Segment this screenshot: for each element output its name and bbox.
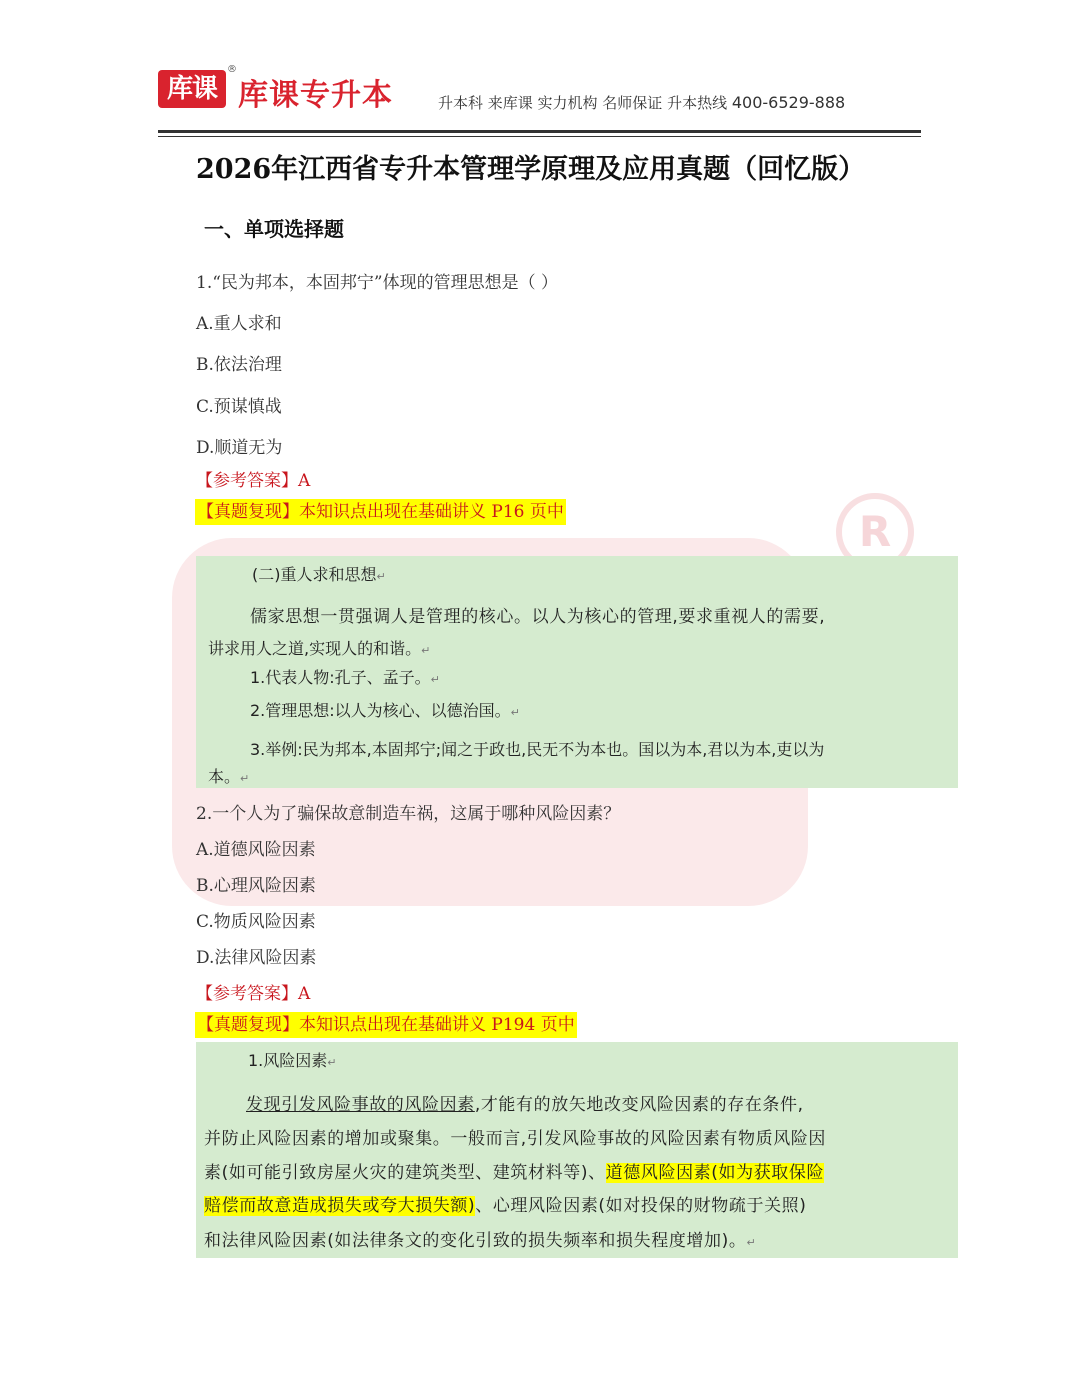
excerpt-panel-1 bbox=[196, 556, 958, 788]
excerpt-2-line-3: 素(如可能引致房屋火灾的建筑类型、建筑材料等)、道德风险因素(如为获取保险 bbox=[204, 1163, 825, 1183]
answer-value: A bbox=[298, 984, 311, 1004]
review-text: 本知识点出现在基础讲义 P194 页中 bbox=[299, 1015, 575, 1035]
question-2-option-d: D.法律风险因素 bbox=[196, 948, 317, 968]
excerpt-panel-2 bbox=[196, 1042, 958, 1258]
registered-mark: ® bbox=[227, 64, 237, 75]
review-label: 【真题复现】 bbox=[197, 1015, 299, 1035]
question-2-option-c: C.物质风险因素 bbox=[196, 912, 316, 932]
section-heading: 一、单项选择题 bbox=[204, 217, 344, 241]
excerpt-1-item-2: 2.管理思想:以人为核心、以德治国。↵ bbox=[250, 701, 520, 720]
excerpt-1-para-line-2: 讲求用人之道,实现人的和谐。↵ bbox=[208, 639, 431, 658]
question-1-option-c: C.预谋慎战 bbox=[196, 397, 282, 417]
excerpt-2-line-2: 并防止风险因素的增加或聚集。一般而言,引发风险事故的风险因素有物质风险因 bbox=[204, 1129, 827, 1149]
excerpt-1-item-3-line-2: 本。↵ bbox=[208, 767, 250, 786]
watermark-registered-icon: R bbox=[836, 493, 914, 571]
excerpt-1-item-3-line-1: 3.举例:民为邦本,本固邦宁;闻之于政也,民无不为本也。国以为本,君以为本,吏以为 bbox=[250, 740, 825, 759]
question-1-option-b: B.依法治理 bbox=[196, 355, 282, 375]
question-1-option-d: D.顺道无为 bbox=[196, 438, 283, 458]
question-2-review bbox=[195, 1012, 577, 1038]
header-slogan bbox=[438, 92, 845, 113]
review-text: 本知识点出现在基础讲义 P16 页中 bbox=[299, 502, 564, 522]
excerpt-1-heading: (二)重人求和思想↵ bbox=[252, 565, 386, 584]
answer-label: 【参考答案】 bbox=[196, 471, 298, 491]
hotline-number: 400-6529-888 bbox=[731, 93, 846, 112]
excerpt-1-para-line-1: 儒家思想一贯强调人是管理的核心。以人为核心的管理,要求重视人的需要, bbox=[250, 607, 826, 627]
question-1-option-a: A.重人求和 bbox=[196, 314, 282, 334]
question-2-answer bbox=[196, 979, 310, 1004]
answer-label: 【参考答案】 bbox=[196, 984, 298, 1004]
header-rule-thin bbox=[158, 136, 921, 137]
logo-icon: 库课 bbox=[158, 70, 226, 108]
question-2-stem: 2.一个人为了骗保故意制造车祸，这属于哪种风险因素？ bbox=[196, 804, 621, 824]
question-2-option-b: B.心理风险因素 bbox=[196, 876, 316, 896]
question-1-stem: 1.“民为邦本，本固邦宁”体现的管理思想是（ ） bbox=[196, 273, 559, 293]
page-title: 2026年江西省专升本管理学原理及应用真题（回忆版） bbox=[196, 154, 866, 185]
excerpt-2-line-1: 发现引发风险事故的风险因素,才能有的放矢地改变风险因素的存在条件, bbox=[246, 1095, 804, 1115]
question-1-review bbox=[195, 499, 566, 525]
question-1-answer bbox=[196, 466, 310, 491]
slogan-text: 升本科 来库课 实力机构 名师保证 升本热线 bbox=[438, 94, 728, 112]
brand-name: 库课专升本 bbox=[238, 78, 393, 113]
answer-value: A bbox=[298, 471, 311, 491]
excerpt-2-line-5: 和法律风险因素(如法律条文的变化引致的损失频率和损失程度增加)。↵ bbox=[204, 1231, 757, 1251]
question-2-option-a: A.道德风险因素 bbox=[196, 840, 316, 860]
excerpt-1-item-1: 1.代表人物:孔子、孟子。↵ bbox=[250, 668, 440, 687]
review-label: 【真题复现】 bbox=[197, 502, 299, 522]
excerpt-2-heading: 1.风险因素↵ bbox=[248, 1051, 337, 1070]
header-rule bbox=[158, 130, 921, 133]
excerpt-2-line-4: 赔偿而故意造成损失或夸大损失额)、心理风险因素(如对投保的财物疏于关照) bbox=[204, 1196, 807, 1216]
